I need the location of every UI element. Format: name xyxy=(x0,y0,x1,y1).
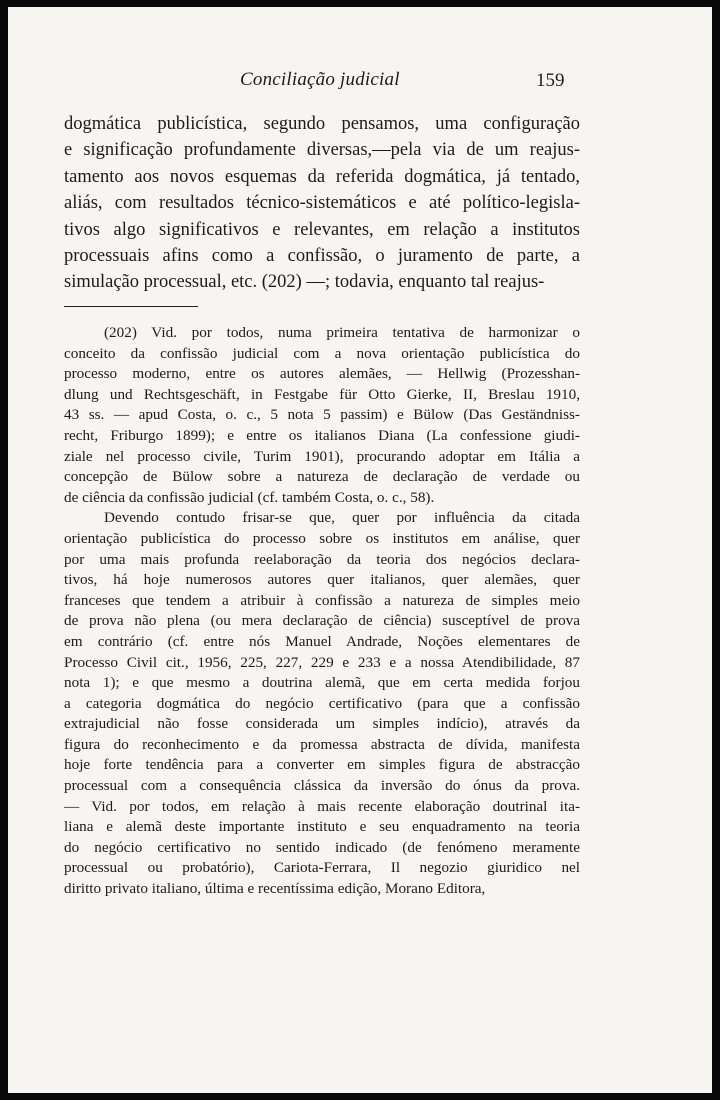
body-line: simulação processual, etc. (202) —; todavia, enquanto tal reajus- xyxy=(64,272,545,293)
footnote-line: hoje forte tendência para a converter em simples figura de abstracção xyxy=(64,756,580,774)
footnote-line: nota 1); e que mesmo a doutrina alemã, que em certa medida forjou xyxy=(64,674,580,692)
footnote-line: processual com a consequência clássica da inversão do ónus da prova. xyxy=(64,777,580,795)
footnote-202 xyxy=(64,323,580,900)
footnote-line: processual ou probatório), Cariota-Ferrara, Il negozio giuridico nel xyxy=(64,859,580,877)
footnote-line: liana e alemã deste importante instituto e seu enquadramento na teoria xyxy=(64,818,580,836)
footnote-line: a categoria dogmática do negócio certificativo (para que a confissão xyxy=(64,694,580,712)
footnote-line: conceito da confissão judicial com a nova orientação publicística do xyxy=(64,344,580,362)
body-line: processuais afins como a confissão, o juramento de parte, a xyxy=(64,245,580,266)
footnote-separator xyxy=(64,306,198,307)
footnote-line: em contrário (cf. entre nós Manuel Andrade, Noções elementares de xyxy=(64,632,580,650)
footnote-line: de prova não plena (ou mera declaração de ciência) susceptível de prova xyxy=(64,612,580,630)
footnote-line: extrajudicial não fosse considerada um simples indício), através da xyxy=(64,715,580,733)
body-line: e significação profundamente diversas,—pela via de um reajus- xyxy=(64,140,580,161)
footnote-line: Processo Civil cit., 1956, 225, 227, 229 e 233 e a nossa Atendibilidade, 87 xyxy=(64,653,580,671)
page-number: 159 xyxy=(536,70,565,91)
footnote-line: tivos, há hoje numerosos autores quer italianos, quer alemães, quer xyxy=(64,571,580,589)
body-line: aliás, com resultados técnico-sistemáticos e até político-legisla- xyxy=(64,193,580,214)
main-text xyxy=(64,111,580,296)
body-line: tamento aos novos esquemas da referida dogmática, já tentado, xyxy=(64,166,580,187)
footnote-line: concepção de Bülow sobre a natureza de declaração de verdade ou xyxy=(64,468,580,486)
footnote-line: orientação publicística do processo sobre os institutos em análise, quer xyxy=(64,529,580,547)
body-line: tivos algo significativos e relevantes, em relação a institutos xyxy=(64,219,580,240)
footnote-line: diritto privato italiano, última e recentíssima edição, Morano Editora, xyxy=(64,880,486,898)
footnote-line: por uma mais profunda reelaboração da teoria dos negócios declara- xyxy=(64,550,580,568)
book-page xyxy=(8,7,712,1093)
footnote-line: processo moderno, entre os autores alemães, — Hellwig (Prozesshan- xyxy=(64,365,580,383)
page-header xyxy=(8,69,712,99)
footnote-line: figura do reconhecimento e da promessa abstracta de dívida, manifesta xyxy=(64,735,580,753)
body-line: dogmática publicística, segundo pensamos, uma configuração xyxy=(64,114,580,134)
footnote-line: de ciência da confissão judicial (cf. também Costa, o. c., 58). xyxy=(64,488,435,506)
footnote-line: ziale nel processo civile, Turim 1901), procurando adoptar em Itália a xyxy=(64,447,580,465)
footnote-line: recht, Friburgo 1899); e entre os italianos Diana (La confessione giudi- xyxy=(64,426,580,444)
footnote-line: dlung und Rechtsgeschäft, in Festgabe für Otto Gierke, II, Breslau 1910, xyxy=(64,385,580,403)
footnote-line: 43 ss. — apud Costa, o. c., 5 nota 5 passim) e Bülow (Das Geständniss- xyxy=(64,406,580,424)
running-title: Conciliação judicial xyxy=(240,69,400,90)
footnote-line: franceses que tendem a atribuir à confissão a natureza de simples meio xyxy=(64,591,580,609)
footnote-line: (202) Vid. por todos, numa primeira tentativa de harmonizar o xyxy=(104,324,580,341)
footnote-line: do negócio certificativo no sentido indicado (de fenómeno meramente xyxy=(64,838,580,856)
footnote-line: — Vid. por todos, em relação à mais recente elaboração doutrinal ita- xyxy=(64,797,580,815)
footnote-line: Devendo contudo frisar-se que, quer por influência da citada xyxy=(104,509,580,527)
